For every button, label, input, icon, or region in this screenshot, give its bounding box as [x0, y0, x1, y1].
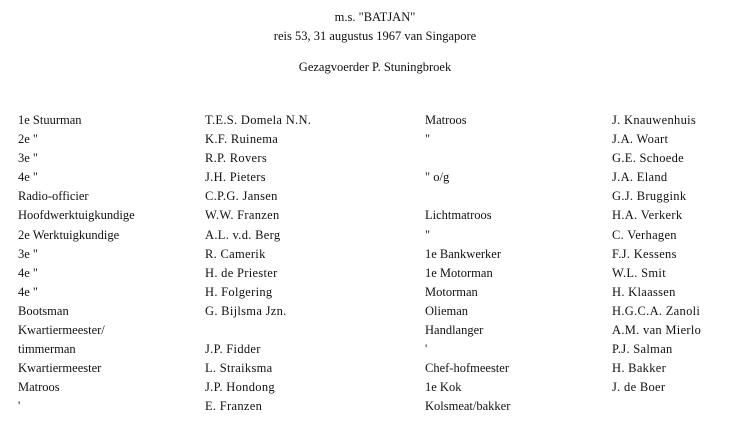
name-cell: J.H. Pieters: [205, 170, 266, 185]
rank-cell: 2e ": [18, 132, 39, 147]
name-cell: G.E. Schoede: [612, 151, 684, 166]
rank-cell: Radio-officier: [18, 189, 89, 204]
name-cell: J. de Boer: [612, 380, 666, 395]
name-cell: R.P. Rovers: [205, 151, 267, 166]
name-cell: J.A. Woart: [612, 132, 669, 147]
name-cell: P.J. Salman: [612, 342, 673, 357]
rank-cell: ': [425, 342, 428, 357]
rank-cell: Kwartiermeester: [18, 361, 102, 376]
name-cell: W.L. Smit: [612, 265, 666, 280]
rank-cell: ": [425, 132, 431, 147]
rank-cell: [425, 149, 510, 168]
rank-cell: 4e ": [18, 170, 39, 185]
left-names-column: [205, 111, 311, 417]
name-cell: H. Folgering: [205, 284, 273, 299]
rank-cell: 1e Motorman: [425, 265, 493, 280]
name-cell: W.W. Franzen: [205, 208, 280, 223]
rank-cell: 3e ": [18, 246, 39, 261]
name-cell: H.G.C.A. Zanoli: [612, 303, 701, 318]
ship-title: m.s. "BATJAN": [334, 10, 416, 24]
name-cell: [205, 321, 311, 340]
left-ranks-column: [18, 111, 135, 417]
name-cell: K.F. Ruinema: [205, 132, 279, 147]
rank-cell: Matroos: [425, 113, 467, 127]
rank-cell: Lichtmatroos: [425, 208, 492, 223]
rank-cell: Olieman: [425, 303, 469, 318]
name-cell: J. Knauwenhuis: [612, 113, 697, 127]
name-cell: F.J. Kessens: [612, 246, 677, 261]
right-names-column: [612, 111, 701, 397]
rank-cell: Chef-hofmeester: [425, 361, 509, 376]
rank-cell: 1e Stuurman: [18, 113, 82, 127]
rank-cell: Handlanger: [425, 323, 484, 338]
rank-cell: timmerman: [18, 342, 76, 357]
rank-cell: ": [425, 227, 431, 242]
name-cell: J.P. Fidder: [205, 342, 261, 357]
name-cell: E. Franzen: [205, 399, 263, 414]
name-cell: H. Klaassen: [612, 284, 676, 299]
right-ranks-column: [425, 111, 510, 417]
name-cell: H. de Priester: [205, 265, 278, 280]
rank-cell: Bootsman: [18, 303, 69, 318]
name-cell: J.A. Eland: [612, 170, 668, 185]
name-cell: H. Bakker: [612, 361, 667, 376]
voyage-line: reis 53, 31 augustus 1967 van Singapore: [273, 29, 477, 43]
rank-cell: Motorman: [425, 284, 478, 299]
rank-cell: ': [18, 399, 21, 414]
name-cell: A.M. van Mierlo: [612, 323, 702, 338]
rank-cell: 4e ": [18, 284, 39, 299]
name-cell: C.P.G. Jansen: [205, 189, 278, 204]
name-cell: C. Verhagen: [612, 227, 677, 242]
rank-cell: 2e Werktuigkundige: [18, 227, 120, 242]
name-cell: J.P. Hondong: [205, 380, 275, 395]
rank-cell: 3e ": [18, 151, 39, 166]
name-cell: R. Camerik: [205, 246, 266, 261]
name-cell: G. Bijlsma Jzn.: [205, 303, 287, 318]
rank-cell: 1e Bankwerker: [425, 246, 502, 261]
rank-cell: 1e Kok: [425, 380, 462, 395]
rank-cell: Hoofdwerktuigkundige: [18, 208, 135, 223]
name-cell: A.L. v.d. Berg: [205, 227, 281, 242]
name-cell: T.E.S. Domela N.N.: [205, 113, 312, 127]
name-cell: H.A. Verkerk: [612, 208, 683, 223]
rank-cell: Matroos: [18, 380, 60, 395]
rank-cell: [425, 187, 510, 206]
rank-cell: Kolsmeat/bakker: [425, 399, 511, 414]
name-cell: L. Straiksma: [205, 361, 273, 376]
name-cell: G.J. Bruggink: [612, 189, 687, 204]
captain-line: Gezagvoerder P. Stuningbroek: [298, 60, 452, 74]
rank-cell: Kwartiermeester/: [18, 323, 105, 338]
rank-cell: 4e ": [18, 265, 39, 280]
rank-cell: " o/g: [425, 170, 450, 185]
